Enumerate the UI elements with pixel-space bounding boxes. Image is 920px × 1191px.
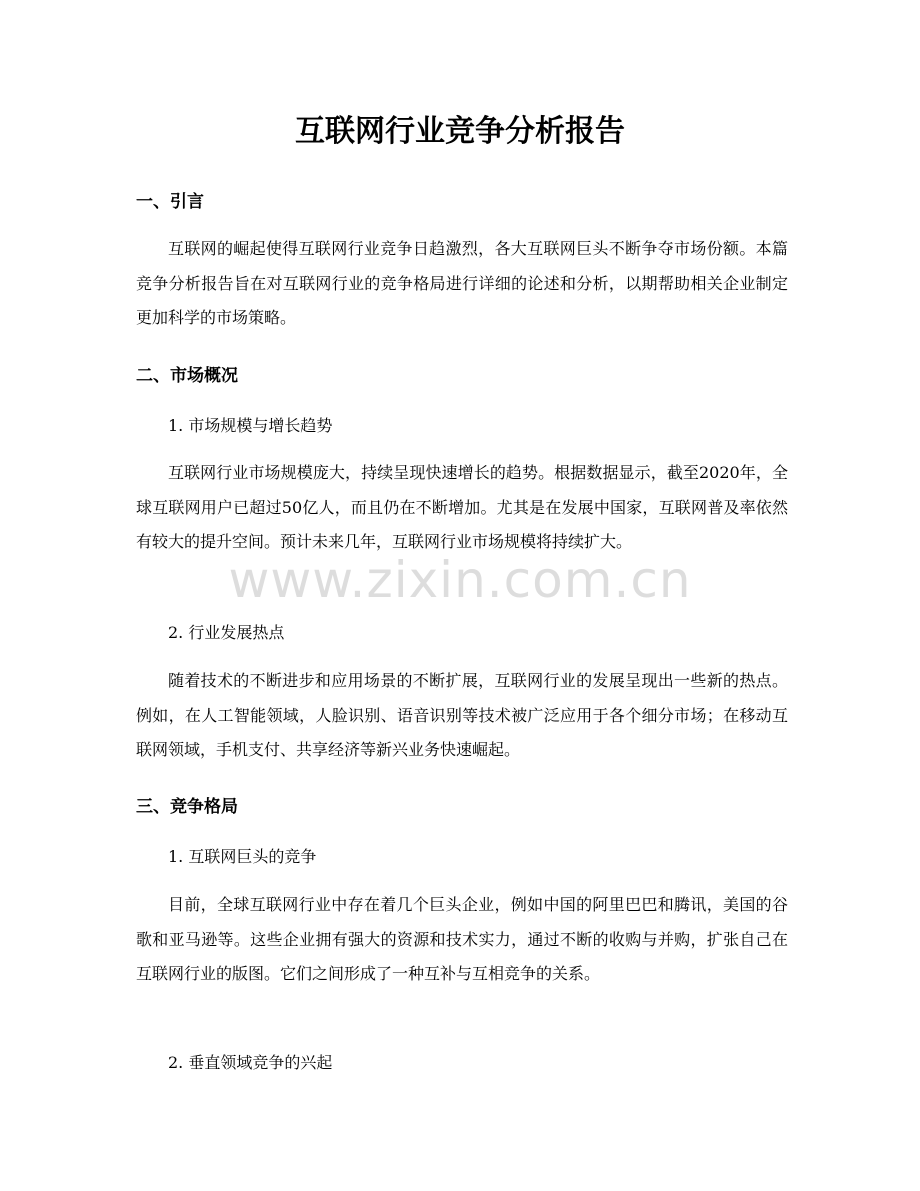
section-heading-introduction: 一、引言: [136, 192, 204, 212]
paragraph-internet-giants: 目前，全球互联网行业中存在着几个巨头企业，例如中国的阿里巴巴和腾讯，美国的谷歌和亚马逊等。这些企业拥有强大的资源和技术实力，通过不断的收购与并购，扩张自己在互联网行业的版图。它们之间形成了一种互补与互相竞争的关系。: [136, 895, 788, 983]
document-title: 互联网行业竞争分析报告: [295, 114, 625, 149]
paragraph-industry-hotspots: 随着技术的不断进步和应用场景的不断扩展，互联网行业的发展呈现出一些新的热点。例如，在人工智能领域，人脸识别、语音识别等技术被广泛应用于各个细分市场；在移动互联网领域，手机支付、共享经济等新兴业务快速崛起。: [136, 671, 788, 759]
watermark: www.zixin.com.cn: [228, 551, 692, 609]
section-heading-competitive-landscape: 三、竞争格局: [136, 797, 238, 817]
subheading-market-size: 1. 市场规模与增长趋势: [168, 416, 333, 435]
paragraph-market-size: 互联网行业市场规模庞大，持续呈现快速增长的趋势。根据数据显示，截至2020年，全球互联网用户已超过50亿人，而且仍在不断增加。尤其是在发展中国家，互联网普及率依然有较大的提升空间。预计未来几年，互联网行业市场规模将持续扩大。: [136, 463, 788, 551]
section-heading-market-overview: 二、市场概况: [136, 366, 238, 386]
subheading-vertical-competition: 2. 垂直领域竞争的兴起: [168, 1053, 333, 1072]
subheading-internet-giants: 1. 互联网巨头的竞争: [168, 847, 317, 866]
subheading-industry-hotspots: 2. 行业发展热点: [168, 623, 285, 642]
paragraph-introduction: 互联网的崛起使得互联网行业竞争日趋激烈，各大互联网巨头不断争夺市场份额。本篇竞争分析报告旨在对互联网行业的竞争格局进行详细的论述和分析，以期帮助相关企业制定更加科学的市场策略。: [136, 239, 788, 327]
